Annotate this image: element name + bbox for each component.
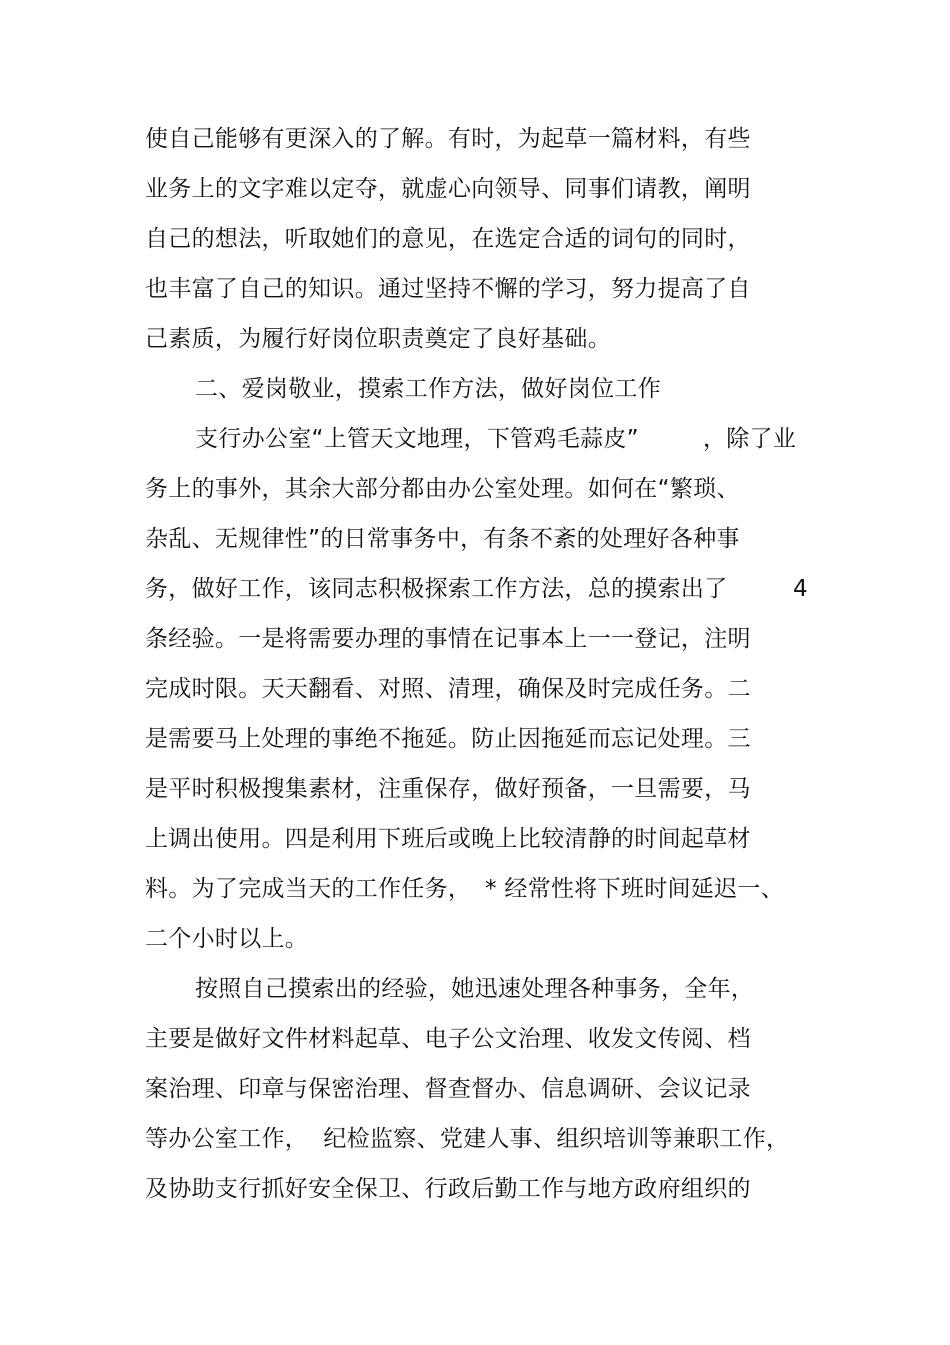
text-line [145, 874, 785, 904]
number-segment: 4 [793, 576, 808, 602]
text-line: 业务上的文字难以定夺，就虚心向领导、同事们请教，阐明 [145, 176, 751, 202]
text-line: 是平时积极搜集素材，注重保存，做好预备，一旦需要，马 [145, 776, 751, 802]
text-line: 自己的想法，听取她们的意见，在选定合适的词句的同时， [145, 226, 751, 252]
text-line: 及协助支行抓好安全保卫、行政后勤工作与地方政府组织的 [145, 1176, 751, 1202]
text-line: 使自己能够有更深入的了解。有时，为起草一篇材料，有些 [145, 126, 751, 152]
text-line: 也丰富了自己的知识。通过坚持不懈的学习，努力提高了自 [145, 276, 751, 302]
text-line: 案治理、印章与保密治理、督查督办、信息调研、会议记录 [145, 1076, 751, 1102]
text-line: 等办公室工作， 纪检监察、党建人事、组织培训等兼职工作， [145, 1126, 790, 1152]
text-line: 务上的事外，其余大部分都由办公室处理。如何在“繁琐、 [145, 476, 740, 502]
text-segment: 支行办公室“上管天文地理，下管鸡毛蒜皮” [195, 426, 639, 452]
text-line: 己素质，为履行好岗位职责奠定了良好基础。 [145, 326, 611, 352]
text-line: 上调出使用。四是利用下班后或晚上比较清静的时间起草材 [145, 826, 751, 852]
text-line: 条经验。一是将需要办理的事情在记事本上一一登记，注明 [145, 626, 751, 652]
text-line: 二个小时以上。 [145, 926, 309, 952]
text-line: 是需要马上处理的事绝不拖延。防止因拖延而忘记处理。三 [145, 726, 751, 752]
text-line [145, 574, 815, 604]
text-segment: 务，做好工作，该同志积极探索工作方法，总的摸索出了 [145, 576, 728, 602]
text-line: 按照自己摸索出的经验，她迅速处理各种事务，全年， [195, 976, 755, 1002]
section-heading: 二、爱岗敬业，摸索工作方法，做好岗位工作 [195, 376, 661, 402]
text-segment: ，除了业 [703, 426, 797, 452]
text-line: 杂乱、无规律性”的日常事务中，有条不紊的处理好各种事 [145, 526, 740, 552]
text-line [195, 424, 805, 454]
text-line: 主要是做好文件材料起草、电子公文治理、收发文传阅、档 [145, 1026, 751, 1052]
text-segment: 料。为了完成当天的工作任务， [145, 876, 472, 902]
text-line: 完成时限。天天翻看、对照、清理，确保及时完成任务。二 [145, 676, 751, 702]
text-segment: * 经常性将下班时间延迟一、 [485, 876, 785, 902]
